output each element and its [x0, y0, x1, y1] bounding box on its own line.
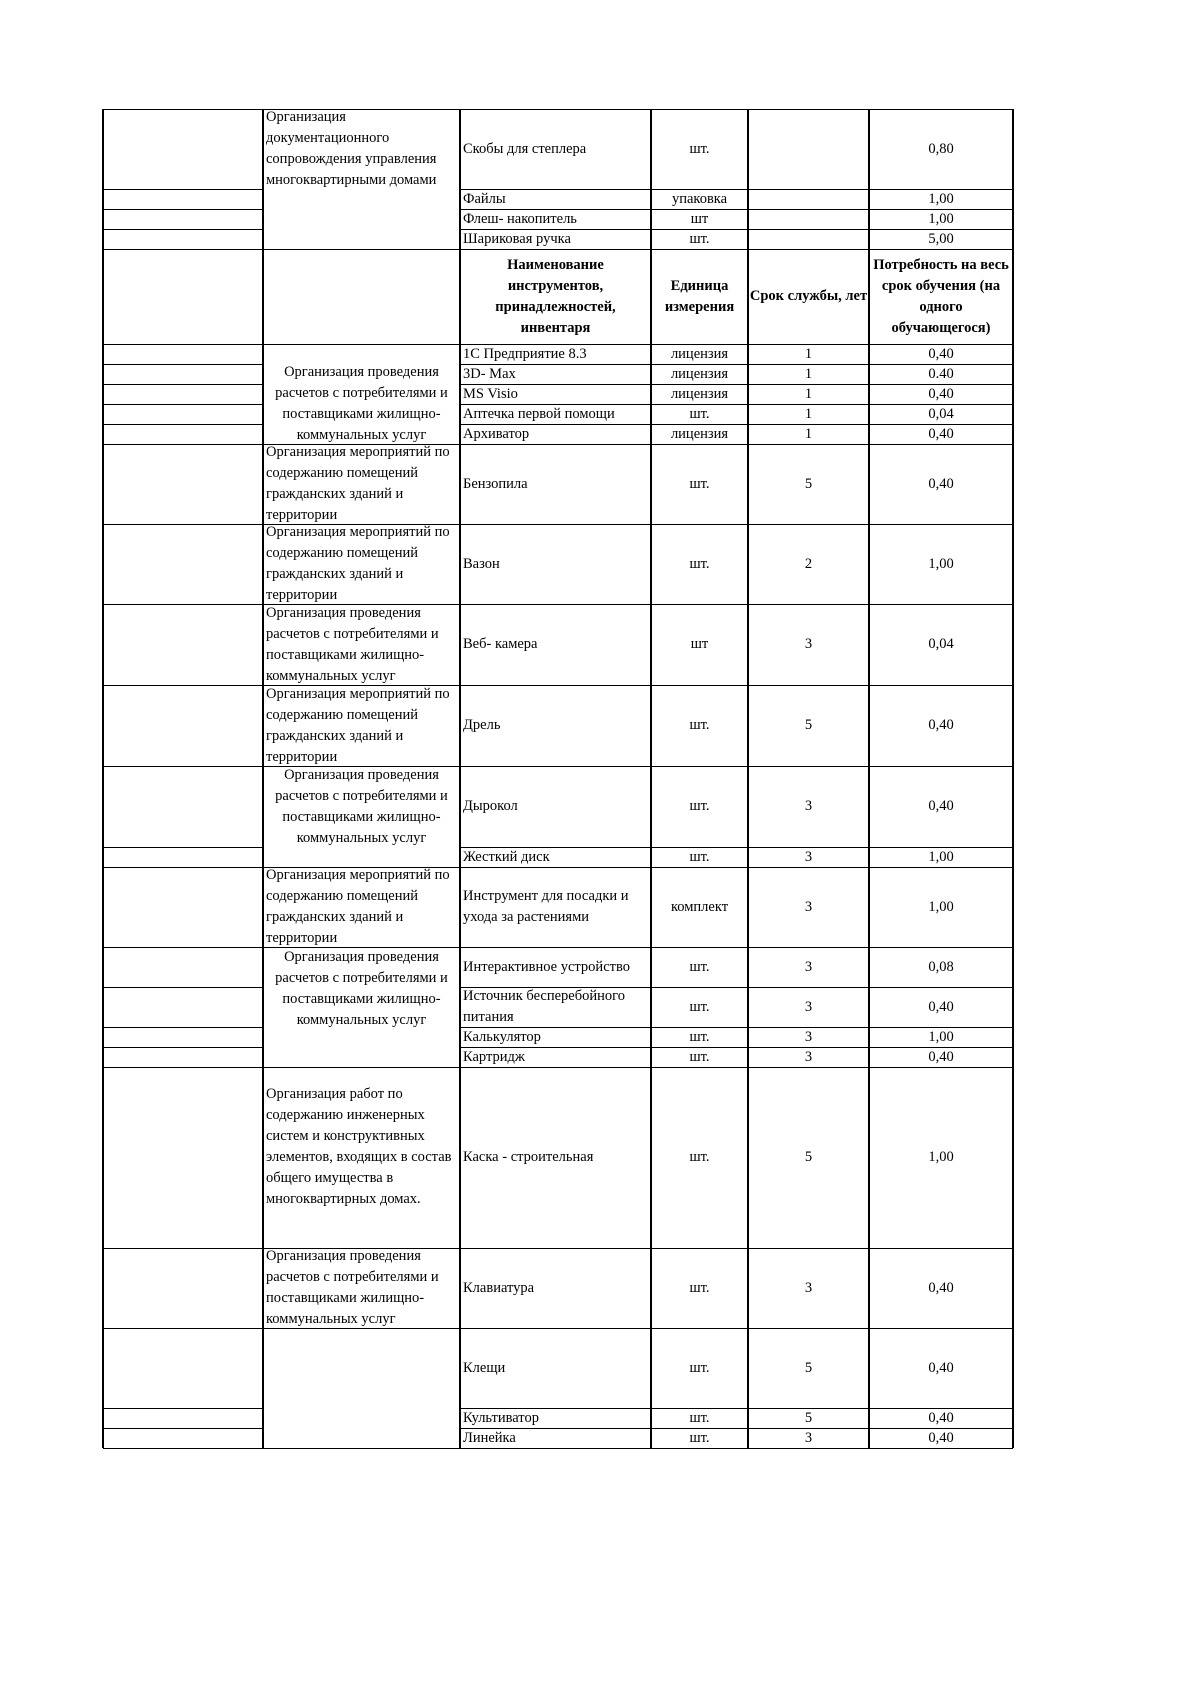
- row-border: [103, 867, 263, 868]
- item-unit: шт: [690, 211, 709, 227]
- row-border: [103, 1047, 263, 1048]
- item-life: 5: [804, 717, 813, 733]
- competency-name: Организация проведения расчетов с потребителями и поставщиками жилищно-коммунальных услуг: [266, 1248, 439, 1327]
- item-need: 0,40: [928, 426, 954, 442]
- row-border: [460, 766, 1013, 767]
- item-name: Бензопила: [463, 476, 528, 492]
- item-life: 1: [804, 366, 813, 382]
- item-life: 3: [804, 798, 813, 814]
- item-name: Каска - строительная: [463, 1149, 594, 1165]
- row-border: [103, 987, 263, 988]
- competency-name: Организация мероприятий по содержанию помещений гражданских зданий и территории: [266, 444, 450, 523]
- item-name: Флеш- накопитель: [463, 211, 577, 227]
- item-unit: шт.: [689, 476, 710, 492]
- item-unit: шт.: [689, 1049, 710, 1065]
- item-unit: лицензия: [670, 346, 729, 362]
- item-life: 1: [804, 346, 813, 362]
- item-life: 5: [804, 1360, 813, 1376]
- item-unit: шт.: [689, 231, 710, 247]
- item-life: 3: [804, 959, 813, 975]
- item-need: 1,00: [928, 556, 954, 572]
- item-name: Дырокол: [463, 798, 518, 814]
- item-need: 0,40: [928, 1430, 954, 1446]
- equipment-table: [103, 109, 1103, 1569]
- item-name: Жесткий диск: [463, 849, 550, 865]
- item-unit: шт.: [689, 999, 710, 1015]
- row-border: [103, 444, 263, 445]
- header-need: Потребность на весь срок обучения (на одного обучающегося): [873, 256, 1009, 336]
- item-unit: шт.: [689, 1430, 710, 1446]
- row-border: [263, 249, 460, 250]
- competency-name: Организация мероприятий по содержанию помещений гражданских зданий и территории: [266, 524, 450, 603]
- item-need: 0,80: [928, 141, 954, 157]
- row-border: [103, 847, 263, 848]
- row-border: [103, 685, 263, 686]
- row-border: [263, 344, 460, 345]
- row-border: [460, 685, 1013, 686]
- item-life: 5: [804, 1410, 813, 1426]
- item-life: 3: [804, 1280, 813, 1296]
- competency-name: Организация документационного сопровождения управления многоквартирными домами: [266, 109, 437, 188]
- item-need: 0,40: [928, 798, 954, 814]
- item-need: 0,40: [928, 999, 954, 1015]
- row-border: [460, 524, 1013, 525]
- item-unit: шт.: [689, 1360, 710, 1376]
- row-border: [460, 947, 1013, 948]
- item-need: 1,00: [928, 211, 954, 227]
- row-border: [460, 1248, 1013, 1249]
- row-border: [103, 524, 263, 525]
- item-need: 0,40: [928, 1280, 954, 1296]
- header-name: Наименование инструментов, принадлежностей, инвентаря: [495, 256, 616, 336]
- item-unit: шт.: [689, 141, 710, 157]
- item-name: Линейка: [463, 1430, 516, 1446]
- item-need: 1,00: [928, 1029, 954, 1045]
- row-border: [103, 209, 263, 210]
- item-need: 0,04: [928, 406, 954, 422]
- competency-name: Организация проведения расчетов с потребителями и поставщиками жилищно-коммунальных услуг: [275, 364, 448, 443]
- item-need: 0,40: [928, 476, 954, 492]
- row-border: [460, 109, 1013, 110]
- item-unit: шт.: [689, 959, 710, 975]
- item-name: Калькулятор: [463, 1029, 541, 1045]
- item-unit: шт.: [689, 1410, 710, 1426]
- item-unit: упаковка: [671, 191, 728, 207]
- item-life: 3: [804, 1029, 813, 1045]
- item-unit: шт.: [689, 1149, 710, 1165]
- item-life: 1: [804, 386, 813, 402]
- item-unit: шт.: [689, 1280, 710, 1296]
- competency-name: Организация проведения расчетов с потребителями и поставщиками жилищно-коммунальных услуг: [275, 949, 448, 1028]
- row-border: [103, 1408, 263, 1409]
- row-border: [263, 1448, 460, 1449]
- row-border: [103, 1328, 263, 1329]
- item-need: 1,00: [928, 899, 954, 915]
- item-need: 0,40: [928, 1360, 954, 1376]
- item-life: 3: [804, 1049, 813, 1065]
- item-unit: лицензия: [670, 366, 729, 382]
- competency-name: Организация проведения расчетов с потребителями и поставщиками жилищно-коммунальных услуг: [266, 605, 439, 684]
- header-life: Срок службы, лет: [749, 288, 868, 304]
- item-life: [748, 209, 869, 230]
- item-need: 0,40: [928, 717, 954, 733]
- item-need: 1,00: [928, 849, 954, 865]
- item-need: 5,00: [928, 231, 954, 247]
- competency-name: Организация проведения расчетов с потребителями и поставщиками жилищно-коммунальных услуг: [275, 767, 448, 846]
- item-name: Архиватор: [463, 426, 530, 442]
- item-need: 0,40: [928, 386, 954, 402]
- item-name: 1С Предприятие 8.3: [463, 346, 587, 362]
- item-name: 3D- Max: [463, 366, 516, 382]
- item-life: [748, 189, 869, 210]
- item-name: Клавиатура: [463, 1280, 535, 1296]
- row-border: [103, 229, 263, 230]
- item-life: 1: [804, 426, 813, 442]
- row-border: [103, 364, 263, 365]
- item-unit: шт.: [689, 1029, 710, 1045]
- item-name: Картридж: [463, 1049, 525, 1065]
- item-life: 5: [804, 476, 813, 492]
- item-life: 1: [804, 406, 813, 422]
- item-life: 3: [804, 899, 813, 915]
- item-life: 3: [804, 999, 813, 1015]
- row-border: [103, 1428, 263, 1429]
- item-unit: шт: [690, 636, 709, 652]
- item-name: Файлы: [463, 191, 506, 207]
- item-need: 0.40: [928, 366, 954, 382]
- row-border: [460, 1328, 1013, 1329]
- item-unit: шт.: [689, 849, 710, 865]
- item-life: 3: [804, 1430, 813, 1446]
- item-life: [748, 229, 869, 250]
- item-name: Культиватор: [463, 1410, 539, 1426]
- item-name: Аптечка первой помощи: [463, 406, 615, 422]
- item-unit: комплект: [670, 899, 729, 915]
- row-border: [103, 1448, 263, 1449]
- item-name: MS Visio: [463, 386, 518, 402]
- row-border: [103, 249, 263, 250]
- row-border: [103, 947, 263, 948]
- item-need: 0,40: [928, 1049, 954, 1065]
- row-border: [103, 1027, 263, 1028]
- item-unit: шт.: [689, 798, 710, 814]
- row-border: [103, 344, 263, 345]
- row-border: [103, 404, 263, 405]
- row-border: [103, 1248, 263, 1249]
- item-need: 0,04: [928, 636, 954, 652]
- item-life: 3: [804, 849, 813, 865]
- item-name: Шариковая ручка: [463, 231, 571, 247]
- item-unit: шт.: [689, 717, 710, 733]
- competency-name: Организация мероприятий по содержанию помещений гражданских зданий и территории: [266, 686, 450, 765]
- competency-name: Организация работ по содержанию инженерных систем и конструктивных элементов, входящих в состав общего имущества в многоквартирных домах.: [266, 1086, 452, 1207]
- item-life: [748, 139, 869, 160]
- item-name: Клещи: [463, 1360, 506, 1376]
- item-name: Скобы для степлера: [463, 141, 587, 157]
- item-unit: шт.: [689, 556, 710, 572]
- item-name: Инструмент для посадки и ухода за растениями: [463, 888, 629, 925]
- item-name: Дрель: [463, 717, 501, 733]
- item-life: 5: [804, 1149, 813, 1165]
- item-need: 0,08: [928, 959, 954, 975]
- item-need: 0,40: [928, 346, 954, 362]
- item-name: Интерактивное устройство: [463, 959, 630, 975]
- item-unit: лицензия: [670, 386, 729, 402]
- competency-name: Организация мероприятий по содержанию помещений гражданских зданий и территории: [266, 867, 450, 946]
- item-unit: лицензия: [670, 426, 729, 442]
- item-need: 1,00: [928, 1149, 954, 1165]
- row-border: [103, 189, 263, 190]
- row-border: [460, 604, 1013, 605]
- item-need: 0,40: [928, 1410, 954, 1426]
- item-name: Веб- камера: [463, 636, 538, 652]
- item-life: 2: [804, 556, 813, 572]
- item-unit: шт.: [689, 406, 710, 422]
- row-border: [103, 604, 263, 605]
- row-border: [103, 384, 263, 385]
- row-border: [103, 424, 263, 425]
- item-life: 3: [804, 636, 813, 652]
- row-border: [103, 766, 263, 767]
- row-border: [103, 109, 263, 110]
- row-border: [263, 1067, 460, 1068]
- item-need: 1,00: [928, 191, 954, 207]
- item-name: Вазон: [463, 556, 500, 572]
- row-border: [103, 1067, 263, 1068]
- header-unit: Единица измерения: [664, 277, 735, 315]
- item-name: Источник бесперебойного питания: [463, 988, 625, 1025]
